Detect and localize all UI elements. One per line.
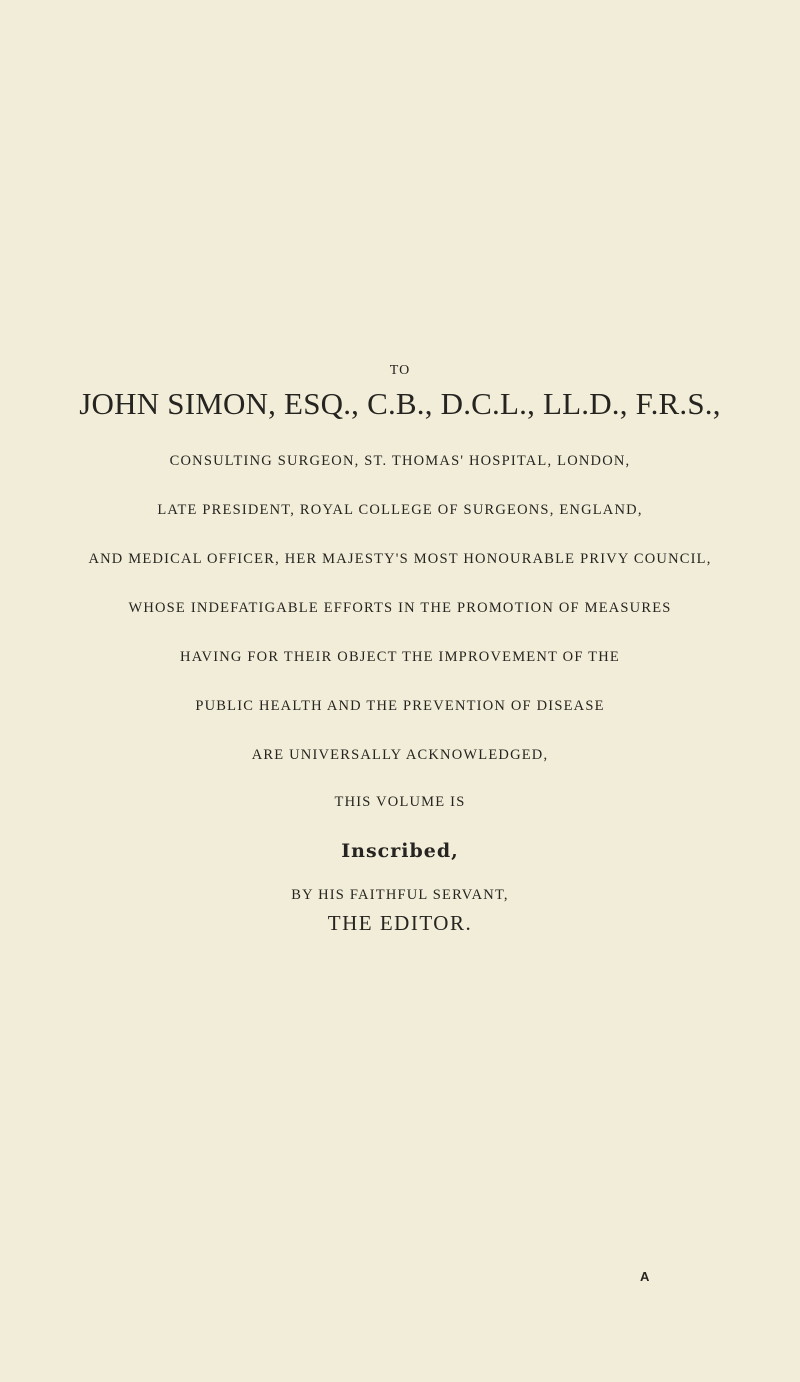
dedication-line: AND MEDICAL OFFICER, HER MAJESTY'S MOST HONOURABLE PRIVY COUNCIL, <box>88 551 712 567</box>
printer-signature-mark: A <box>640 1269 650 1284</box>
dedication-to: TO <box>389 363 411 378</box>
by-line: BY HIS FAITHFUL SERVANT, <box>291 887 509 903</box>
dedication-line: PUBLIC HEALTH AND THE PREVENTION OF DISEASE <box>195 698 605 714</box>
dedication-line: THIS VOLUME IS <box>334 794 466 810</box>
dedication-line: LATE PRESIDENT, ROYAL COLLEGE OF SURGEONS, ENGLAND, <box>157 502 643 518</box>
dedicatee-name: JOHN SIMON, ESQ., C.B., D.C.L., LL.D., F.R.S., <box>79 386 721 421</box>
editor-signature: THE EDITOR. <box>327 911 473 935</box>
dedication-line: CONSULTING SURGEON, ST. THOMAS' HOSPITAL, LONDON, <box>169 453 631 469</box>
inscribed-word: Inscribed, <box>341 840 459 862</box>
dedication-line: WHOSE INDEFATIGABLE EFFORTS IN THE PROMOTION OF MEASURES <box>128 600 672 616</box>
dedication-line: ARE UNIVERSALLY ACKNOWLEDGED, <box>251 747 549 763</box>
dedication-line: HAVING FOR THEIR OBJECT THE IMPROVEMENT OF THE <box>180 649 620 665</box>
